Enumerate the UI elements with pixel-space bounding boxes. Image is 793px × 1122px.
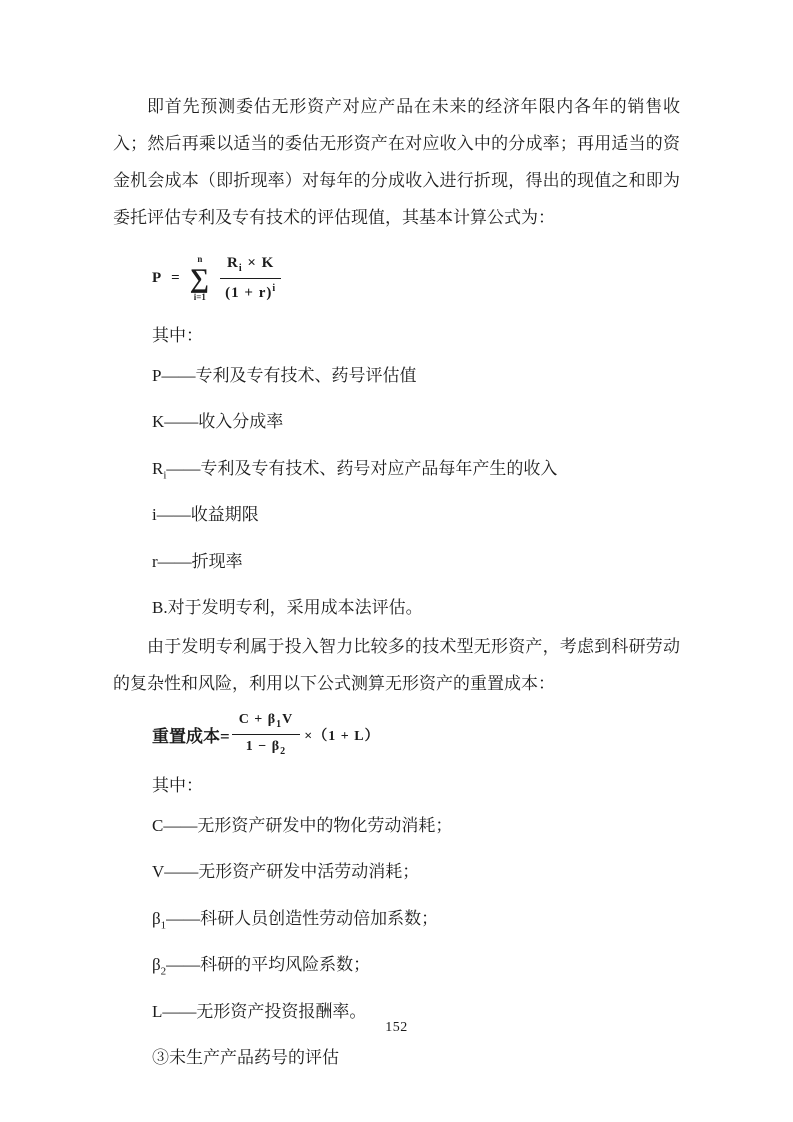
fraction-numerator: $C + \beta_1V$	[232, 711, 301, 735]
formula-replacement-cost	[113, 708, 680, 762]
definition-line-l: L——无形资产投资报酬率。	[152, 1001, 367, 1021]
formula-income-approach	[113, 246, 680, 310]
definition-line-beta2: $\beta_2——$科研的平均风险系数；	[152, 955, 371, 978]
formula-lhs-p: P	[152, 269, 163, 286]
definition-line-i: i——收益期限	[152, 505, 259, 525]
formula-tail-factor: ×（1 + L）	[304, 728, 380, 744]
definition-line-r: r——折现率	[152, 551, 243, 571]
fraction	[232, 711, 301, 759]
sigma-lower-limit: i=1	[193, 291, 206, 302]
section-heading-unproduced-drug: ③未生产产品药号的评估	[152, 1047, 339, 1067]
cost-method-statement: B.对于发明专利，采用成本法评估。	[152, 597, 423, 617]
fraction-numerator: $R_i \times K$	[220, 253, 281, 280]
definition-line-beta1: $\beta_1——$科研人员创造性劳动倍加系数；	[152, 908, 439, 932]
fraction-denominator: $(1 + r)^i$	[225, 283, 277, 302]
formula-lhs-replacement-cost: 重置成本=	[152, 727, 230, 747]
equals-sign: =	[171, 269, 181, 286]
page-number: 152	[385, 1020, 408, 1035]
paragraph-income-method-intro: 即首先预测委估无形资产对应产品在未来的经济年限内各年的销售收入；然后再乘以适当的委估无形资产在对应收入中的分成率；再用适当的资金机会成本（即折现率）对每年的分成收入进行折现，得出的现值之和即为委托评估专利及专有技术的评估现值，其基本计算公式为：	[113, 97, 680, 227]
where-label-1: 其中：	[152, 326, 203, 345]
fraction	[220, 253, 281, 304]
definition-line-p: P——专利及专有技术、药号评估值	[152, 366, 417, 385]
definition-line-ri: $R_i——$专利及专有技术、药号对应产品每年产生的收入	[152, 458, 558, 482]
definition-line-v: V——无形资产研发中活劳动消耗；	[152, 862, 420, 882]
sigma-upper-limit: n	[197, 253, 203, 264]
fraction-denominator: $1 - \beta_2$	[245, 739, 287, 758]
paragraph-invention-patent: 由于发明专利属于投入智力比较多的技术型无形资产，考虑到科研劳动的复杂性和风险，利用以下公式测算无形资产的重置成本：	[113, 636, 680, 693]
page-content	[113, 88, 680, 1078]
where-label-2: 其中：	[152, 775, 203, 795]
sigma-symbol: ∑	[189, 262, 210, 293]
definition-line-k: K——收入分成率	[152, 412, 284, 432]
definition-line-c: C——无形资产研发中的物化劳动消耗；	[152, 815, 453, 835]
sigma-notation	[190, 255, 210, 302]
